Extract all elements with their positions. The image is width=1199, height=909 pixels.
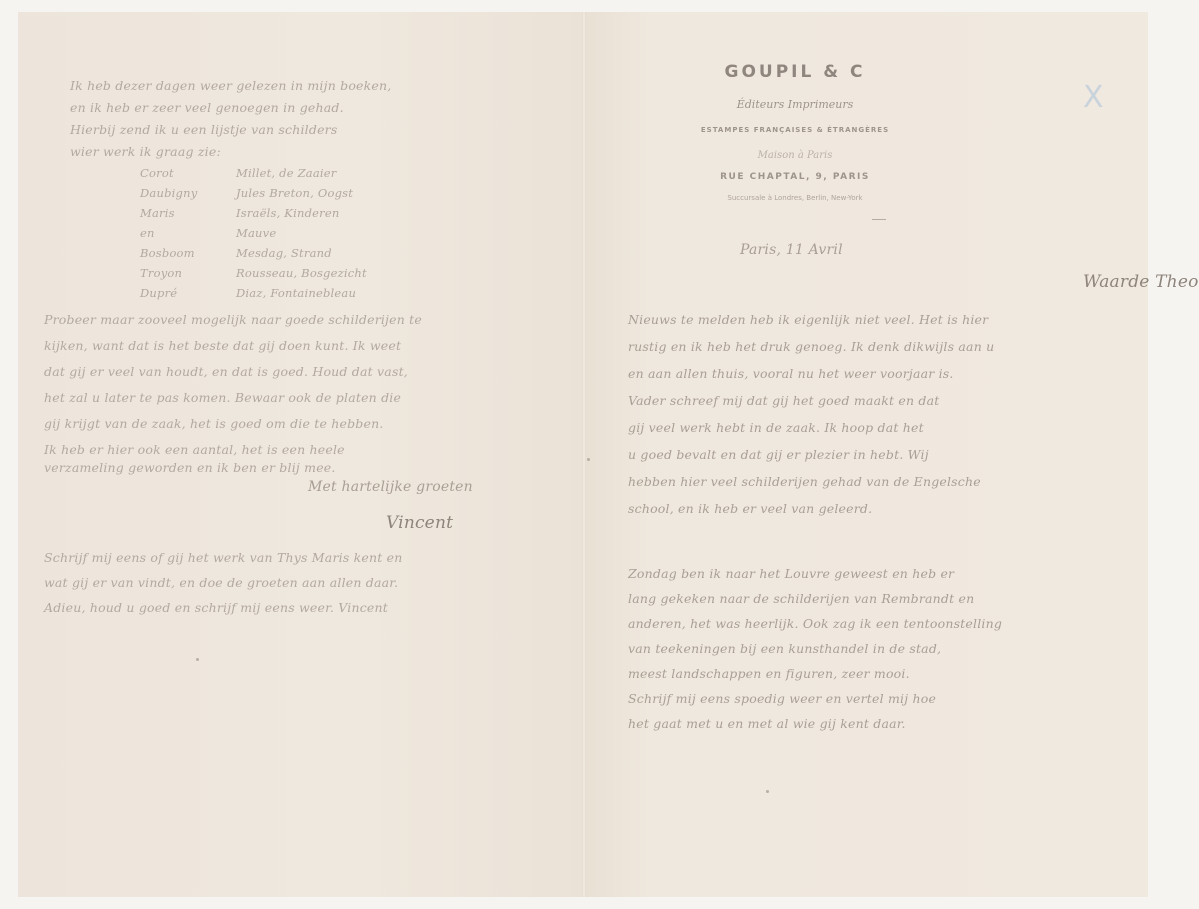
salutation: Waarde Theo [1083,272,1199,292]
left-line: gij krijgt van de zaak, het is goed om die te hebben. [44,416,384,431]
right-line: rustig en ik heb het druk genoeg. Ik denk dikwijls aan u [628,339,995,354]
letterhead-rule [872,219,886,220]
right-line: lang gekeken naar de schilderijen van Rembrandt en [628,591,975,606]
list-item-a: Bosboom [140,246,195,260]
right-line: u goed bevalt en dat gij er plezier in hebt. Wij [628,447,929,462]
left-line: Ik heb dezer dagen weer gelezen in mijn boeken, [70,78,392,93]
ink-spot [196,658,199,661]
ink-spot [587,458,590,461]
left-postscript-line: wat gij er van vindt, en doe de groeten aan allen daar. [44,575,399,590]
left-postscript-line: Adieu, houd u goed en schrijf mij eens weer. Vincent [44,600,388,615]
letterhead-engravings: ESTAMPES FRANÇAISES & ÉTRANGÈRES [700,126,890,134]
left-line: kijken, want dat is het beste dat gij doen kunt. Ik weet [44,338,402,353]
left-line: Ik heb er hier ook een aantal, het is een heele [44,442,345,457]
signature: Vincent [386,513,454,533]
sign-off: Met hartelijke groeten [308,479,473,495]
right-line: school, en ik heb er veel van geleerd. [628,501,873,516]
list-item-b: Mesdag, Strand [236,246,332,260]
list-item-b: Millet, de Zaaier [236,166,337,180]
right-line: en aan allen thuis, vooral nu het weer voorjaar is. [628,366,954,381]
right-line: Zondag ben ik naar het Louvre geweest en heb er [628,566,955,581]
left-line: wier werk ik graag zie: [70,144,221,159]
ink-spot [766,790,769,793]
list-item-b: Diaz, Fontainebleau [236,286,357,300]
list-item-a: Daubigny [140,186,198,200]
left-line: Probeer maar zooveel mogelijk naar goede schilderijen te [44,312,422,327]
left-line: Hierbij zend ik u een lijstje van schilders [70,122,338,137]
right-line: anderen, het was heerlijk. Ook zag ik een tentoonstelling [628,616,1003,631]
left-line: het zal u later te pas komen. Bewaar ook de platen die [44,390,402,405]
left-postscript-line: Schrijf mij eens of gij het werk van Thys Maris kent en [44,550,403,565]
list-item-a: en [140,226,155,240]
list-item-a: Corot [140,166,174,180]
date-line: Paris, 11 Avril [740,242,843,258]
list-item-b: Israëls, Kinderen [236,206,340,220]
cross-mark: X [1083,80,1104,115]
left-line: dat gij er veel van houdt, en dat is goed. Houd dat vast, [44,364,408,379]
page-fold [582,12,586,897]
letterhead-address: RUE CHAPTAL, 9, PARIS [720,172,870,182]
list-item-a: Troyon [140,266,183,280]
right-line: het gaat met u en met al wie gij kent daar. [628,716,906,731]
list-item-a: Maris [140,206,175,220]
right-line: Schrijf mij eens spoedig weer en vertel mij hoe [628,691,937,706]
right-line: van teekeningen bij een kunsthandel in de stad, [628,641,942,656]
left-line: en ik heb er zeer veel genoegen in gehad. [70,100,344,115]
right-line: Nieuws te melden heb ik eigenlijk niet veel. Het is hier [628,312,989,327]
right-line: hebben hier veel schilderijen gehad van de Engelsche [628,474,981,489]
right-line: meest landschappen en figuren, zeer mooi. [628,666,910,681]
letterhead-line3: Maison à Paris [757,150,833,161]
right-line: Vader schreef mij dat gij het goed maakt en dat [628,393,940,408]
letterhead-subtitle: Éditeurs Imprimeurs [736,98,854,111]
letterhead-address-note: Succursale à Londres, Berlin, New-York [727,194,863,202]
list-item-b: Mauve [236,226,277,240]
letterhead-firm: GOUPIL & C [724,62,866,82]
right-line: gij veel werk hebt in de zaak. Ik hoop dat het [628,420,924,435]
list-item-b: Jules Breton, Oogst [236,186,354,200]
left-line: verzameling geworden en ik ben er blij mee. [44,460,336,475]
list-item-a: Dupré [140,286,178,300]
list-item-b: Rousseau, Bosgezicht [236,266,367,280]
